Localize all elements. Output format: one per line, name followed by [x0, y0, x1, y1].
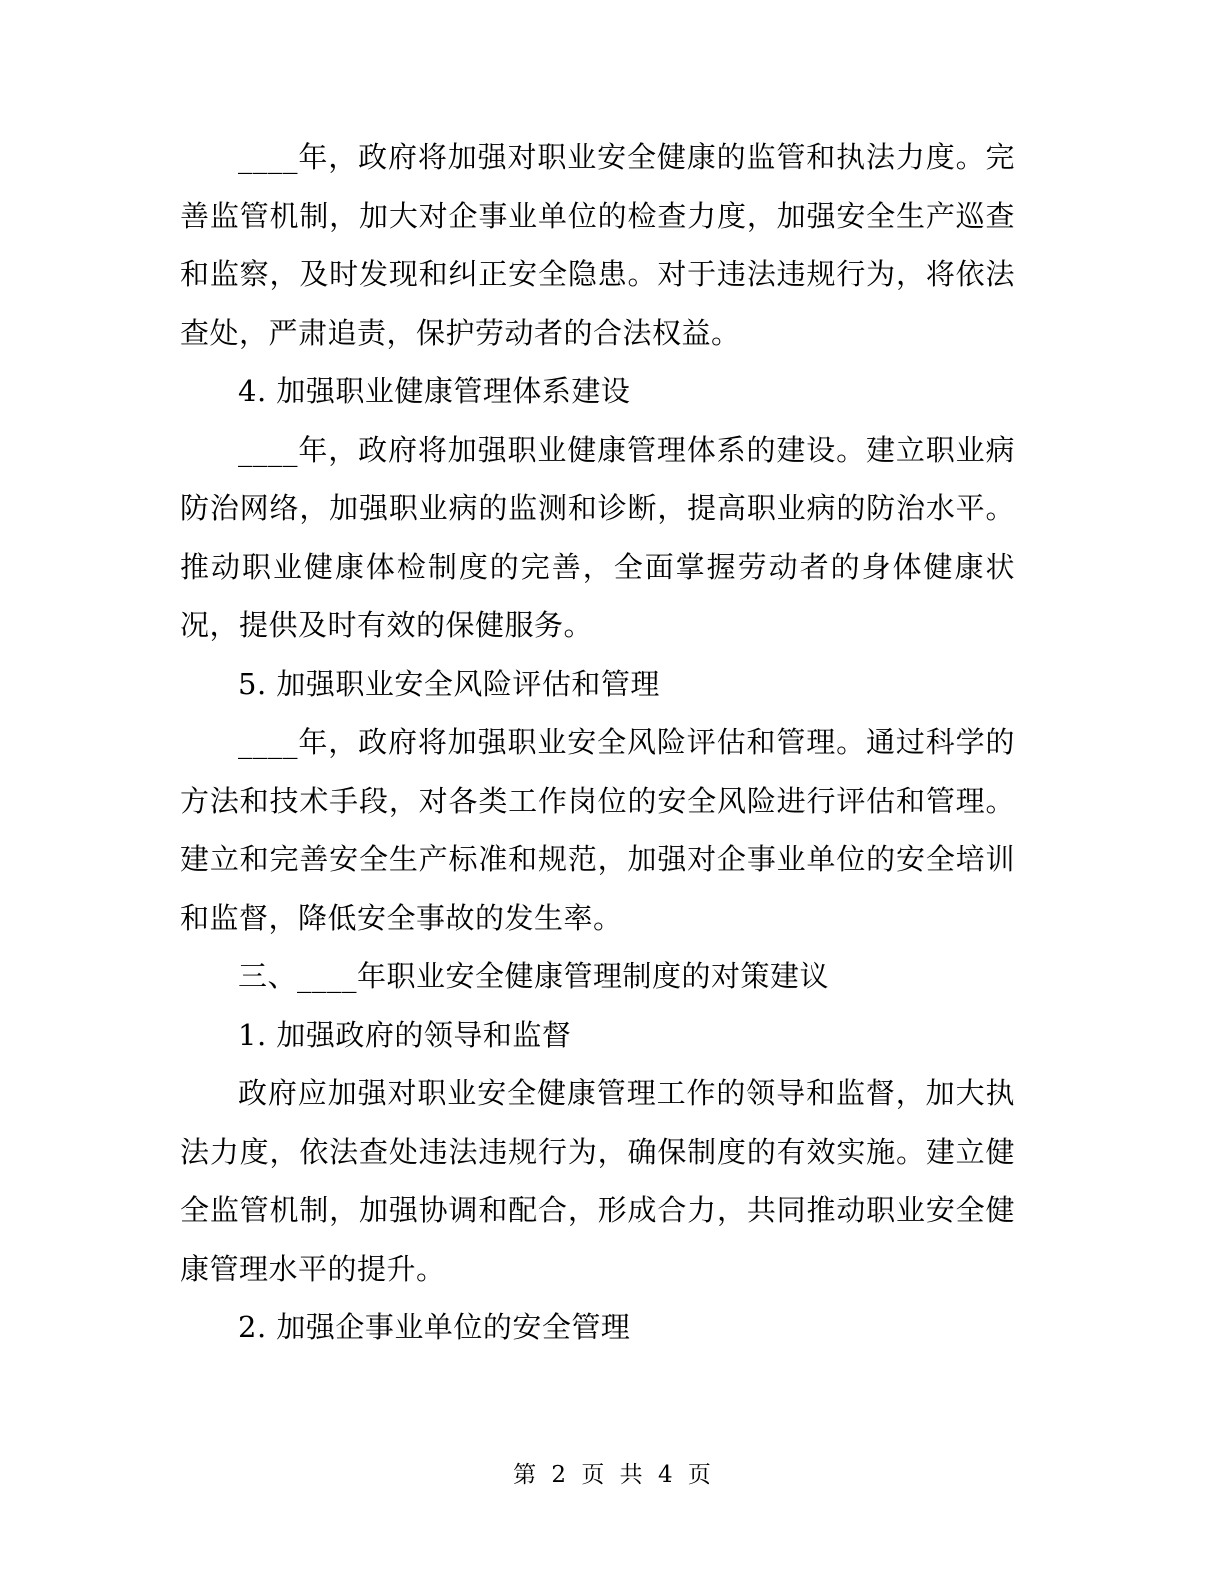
paragraph-government-leadership: 政府应加强对职业安全健康管理工作的领导和监督，加大执法力度，依法查处违法违规行为，确保制度的有效实施。建立健全监管机制，加强协调和配合，形成合力，共同推动职业安全健康管理水平的提升。 — [180, 1076, 1015, 1286]
section-heading-5: 5. 加强职业安全风险评估和管理 — [238, 666, 660, 701]
page-number-footer: 第 2 页 共 4 页 — [513, 1462, 711, 1488]
section-heading-4: 4. 加强职业健康管理体系建设 — [238, 374, 631, 408]
paragraph-supervision: ____年，政府将加强对职业安全健康的监管和执法力度。完善监管机制，加大对企事业单位的检查力度，加强安全生产巡查和监察，及时发现和纠正安全隐患。对于违法违规行为，将依法查处，严肃追责，保护劳动者的合法权益。 — [180, 140, 1015, 350]
subsection-heading-2: 2. 加强企事业单位的安全管理 — [238, 1310, 631, 1344]
document-body — [180, 128, 1015, 1357]
paragraph-risk-assessment: ____年，政府将加强职业安全风险评估和管理。通过科学的方法和技术手段，对各类工作岗位的安全风险进行评估和管理。建立和完善安全生产标准和规范，加强对企事业单位的安全培训和监督，降低安全事故的发生率。 — [180, 725, 1015, 935]
subsection-heading-1: 1. 加强政府的领导和监督 — [238, 1017, 572, 1052]
chapter-heading-3: 三、____年职业安全健康管理制度的对策建议 — [238, 959, 830, 993]
paragraph-health-system: ____年，政府将加强职业健康管理体系的建设。建立职业病防治网络，加强职业病的监测和诊断，提高职业病的防治水平。推动职业健康体检制度的完善，全面掌握劳动者的身体健康状况，提供及时有效的保健服务。 — [180, 432, 1015, 642]
